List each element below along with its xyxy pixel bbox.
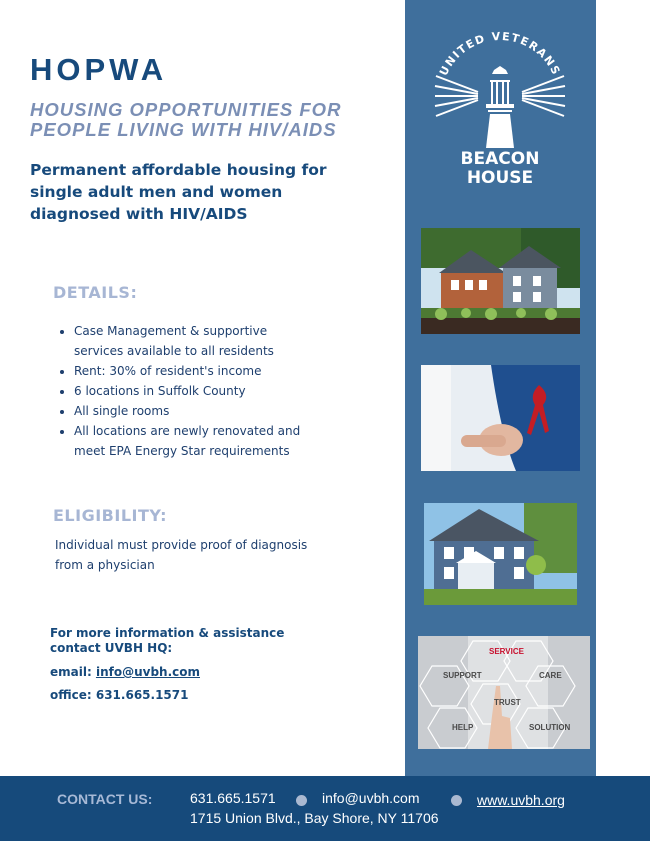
house-photo-2 [424,503,577,605]
word-solution: SOLUTION [529,723,571,732]
word-help: HELP [452,723,474,732]
details-list [56,321,374,461]
word-service: SERVICE [489,647,524,656]
tagline [30,159,370,225]
list-item-text: services available to all residents [74,344,274,358]
footer-address: 1715 Union Blvd., Bay Shore, NY 11706 [190,810,439,826]
logo-arc-text: UNITED VETERANS [436,30,564,78]
house-photo-1 [421,228,580,334]
list-item [74,381,374,401]
list-item [74,361,374,381]
tagline-line: single adult men and women [30,183,283,201]
list-item-text: Rent: 30% of resident's income [74,364,262,378]
list-item [74,321,374,361]
word-support: SUPPORT [443,671,482,680]
footer-email[interactable]: info@uvbh.com [322,790,420,806]
eligibility-text [55,535,355,575]
list-item [74,421,374,461]
list-item-text: meet EPA Energy Star requirements [74,444,290,458]
email-link[interactable]: info@uvbh.com [95,665,200,679]
list-item-text: Case Management & supportive [74,324,268,338]
logo-name [455,150,545,188]
subtitle-line: PEOPLE LIVING WITH HIV/AIDS [30,119,337,140]
footer-contact-label: CONTACT US: [57,791,153,807]
footer [0,776,650,841]
logo-name-line: BEACON [460,149,540,169]
email-line [50,665,200,679]
bullet-dot-icon [296,795,307,806]
hexagon-values-photo [418,636,590,749]
email-label: email: [50,665,92,679]
more-info-line: For more information & assistance [50,626,285,640]
eligibility-line: Individual must provide proof of diagnosis [55,538,308,552]
red-ribbon-photo [421,365,580,471]
footer-phone: 631.665.1571 [190,790,276,806]
list-item-text: 6 locations in Suffolk County [74,384,246,398]
eligibility-line: from a physician [55,558,155,572]
more-info-line: contact UVBH HQ: [50,641,173,655]
list-item-text: All single rooms [74,404,170,418]
subtitle-line: HOUSING OPPORTUNITIES FOR [30,99,342,120]
logo-name-line: HOUSE [466,168,534,188]
word-trust: TRUST [494,698,521,707]
office-phone: office: 631.665.1571 [50,688,189,702]
footer-website-link[interactable]: www.uvbh.org [477,792,565,808]
tagline-line: Permanent affordable housing for [30,161,327,179]
list-item-text: All locations are newly renovated and [74,424,301,438]
list-item [74,401,374,421]
tagline-line: diagnosed with HIV/AIDS [30,205,248,223]
bullet-dot-icon [451,795,462,806]
lighthouse-icon [486,66,514,148]
word-care: CARE [539,671,562,680]
eligibility-heading: ELIGIBILITY: [53,506,167,525]
page-title: HOPWA [30,52,168,87]
more-info [50,626,284,656]
page-subtitle [30,100,400,140]
details-heading: DETAILS: [53,283,138,302]
